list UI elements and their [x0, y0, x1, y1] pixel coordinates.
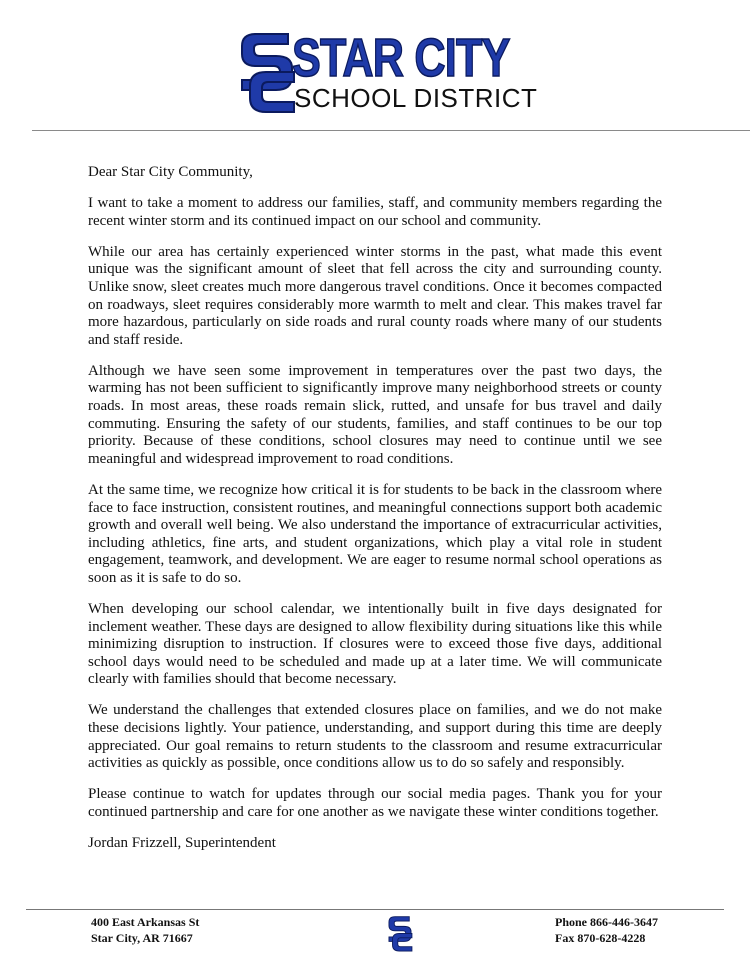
- footer: [0, 914, 750, 964]
- phone-number: Phone 866-446-3647: [555, 915, 658, 929]
- footer-divider: [26, 909, 724, 910]
- paragraph: Please continue to watch for updates through our social media pages. Thank you for your continued partnership and care for one another as we navigate these winter conditions together.: [88, 786, 662, 820]
- paragraph: I want to take a moment to address our families, staff, and community members regarding the recent winter storm and its continued impact on our school and community.: [88, 195, 662, 229]
- sc-monogram-logo: [236, 28, 298, 114]
- paragraph: When developing our school calendar, we intentionally built in five days designated for inclement weather. These days are designed to allow flexibility during situations like this while minimizing disruption to instruction. If closures were to exceed those five days, additional school days would need to be scheduled and made up at a later time. We will communicate clearly with families should that become necessary.: [88, 600, 662, 688]
- fax-number: Fax 870-628-4228: [555, 931, 646, 945]
- letter-body: [88, 164, 662, 866]
- address-line-2: Star City, AR 71667: [91, 931, 193, 945]
- paragraph: While our area has certainly experienced winter storms in the past, what made this event unique was the significant amount of sleet that fell across the city and surrounding county. Unlike snow, sleet creates much more dangerous travel conditions. Once it becomes compacted on roadways, sleet requires considerably more warmth to melt and clear. This makes travel far more hazardous, particularly on side roads and rural county roads where many of our students and staff reside.: [88, 243, 662, 348]
- footer-contact: [555, 914, 658, 946]
- letterhead: [0, 0, 750, 130]
- salutation: Dear Star City Community,: [88, 164, 253, 180]
- sc-monogram-small-logo: [386, 914, 414, 952]
- district-logo: [236, 28, 538, 116]
- address-line-1: 400 East Arkansas St: [91, 915, 200, 929]
- header-divider: [32, 130, 750, 131]
- paragraph: Although we have seen some improvement in temperatures over the past two days, the warming has not been sufficient to significantly improve many neighborhood streets or county roads. In most areas, these roads remain slick, rutted, and unsafe for bus travel and daily commuting. Ensuring the safety of our students, families, and staff continues to be our top priority. Because of these conditions, school closures may need to continue until we see meaningful and widespread improvement to road conditions.: [88, 362, 662, 467]
- brand-title: STAR CITY: [292, 28, 510, 88]
- paragraph: At the same time, we recognize how critical it is for students to be back in the classroom where face to face instruction, consistent routines, and meaningful connections support both academic growth and overall well being. We also understand the importance of extracurricular activities, including athletics, fine arts, and student organizations, which play a vital role in student engagement, teamwork, and development. We are eager to resume normal school operations as soon as it is safe to do so.: [88, 481, 662, 586]
- footer-address: [91, 914, 199, 946]
- signature: Jordan Frizzell, Superintendent: [88, 835, 276, 851]
- brand-subtitle: SCHOOL DISTRICT: [294, 83, 538, 113]
- paragraph: We understand the challenges that extended closures place on families, and we do not make these decisions lightly. Your patience, understanding, and support during this time are deeply appreciated. Our goal remains to return students to the classroom and resume extracurricular activities as quickly as possible, once conditions allow us to do so safely and responsibly.: [88, 702, 662, 772]
